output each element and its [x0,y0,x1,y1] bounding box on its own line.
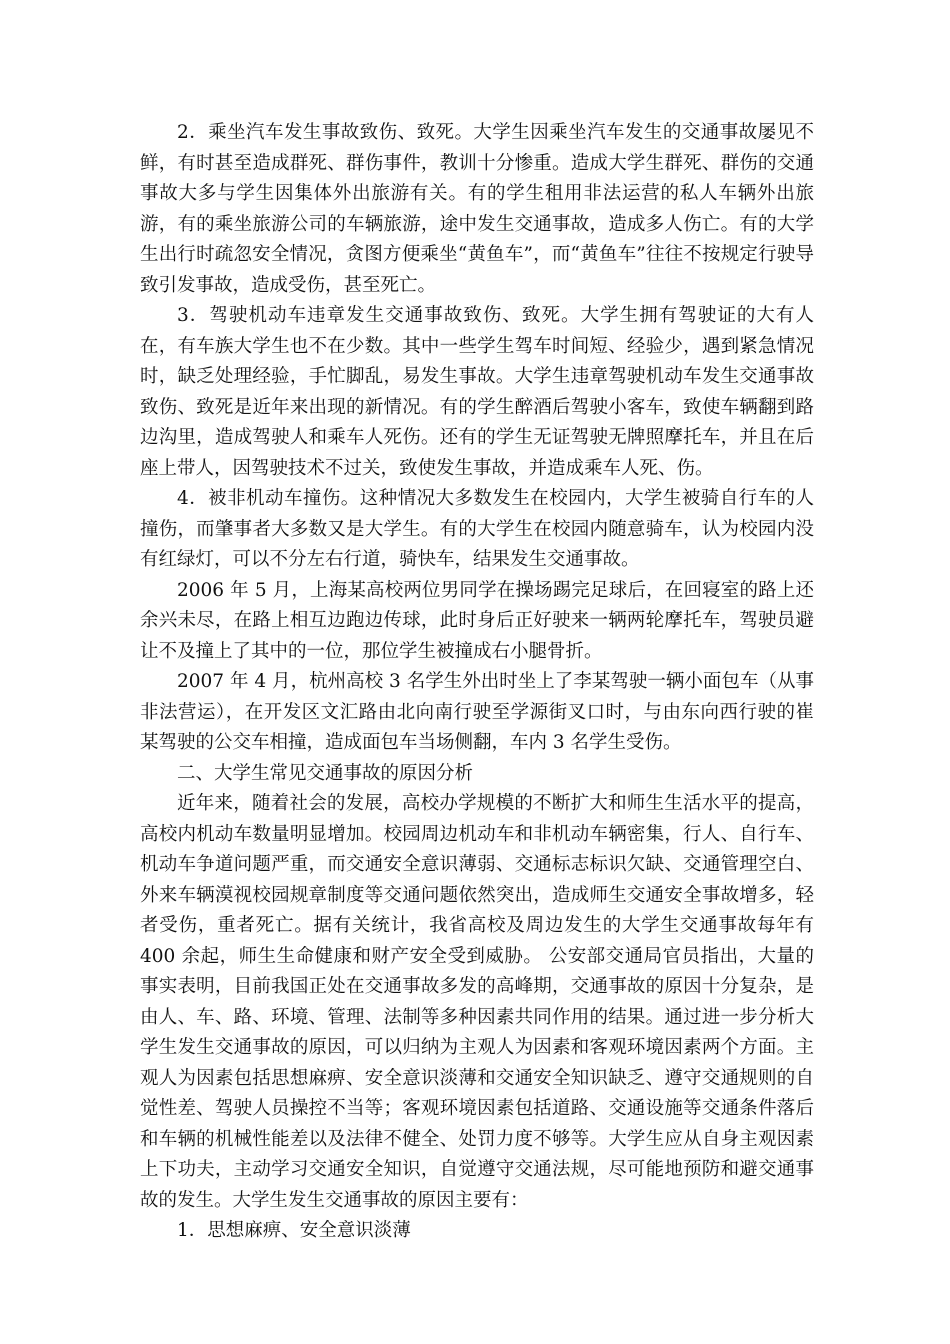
paragraph-cause-analysis: 近年来，随着社会的发展，高校办学规模的不断扩大和师生生活水平的提高，高校内机动车数量明显增加。校园周边机动车和非机动车辆密集，行人、自行车、机动车争道问题严重，而交通安全意识薄弱、交通标志标识欠缺、交通管理空白、外来车辆漠视校园规章制度等交通问题依然突出，造成师生交通安全事故增多，轻者受伤，重者死亡。据有关统计，我省高校及周边发生的大学生交通事故每年有 400 余起，师生生命健康和财产安全受到威胁。 公安部交通局官员指出，大量的事实表明，目前我国正处在交通事故多发的高峰期，交通事故的原因十分复杂，是由人、车、路、环境、管理、法制等多种因素共同作用的结果。通过进一步分析大学生发生交通事故的原因，可以归纳为主观人为因素和客观环境因素两个方面。主观人为因素包括思想麻痹、安全意识淡薄和交通安全知识缺乏、遵守交通规则的自觉性差、驾驶人员操控不当等；客观环境因素包括道路、交通设施等交通条件落后和车辆的机械性能差以及法律不健全、处罚力度不够等。大学生应从自身主观因素上下功夫，主动学习交通安全知识，自觉遵守交通法规，尽可能地预防和避交通事故的发生。大学生发生交通事故的原因主要有： [140,793,814,1211]
paragraph-case-2007: 2007 年 4 月，杭州高校 3 名学生外出时坐上了李某驾驶一辆小面包车（从事非法营运），在开发区文汇路由北向南行驶至学源街叉口时，与由东向西行驶的崔某驾驶的公交车相撞，造成面包车当场侧翻，车内 3 名学生受伤。 [140,671,814,753]
paragraph-driving-violations: 3．驾驶机动车违章发生交通事故致伤、致死。大学生拥有驾驶证的大有人在，有车族大学生也不在少数。其中一些学生驾车时间短、经验少，遇到紧急情况时，缺乏处理经验，手忙脚乱，易发生事故。大学生违章驾驶机动车发生交通事故致伤、致死是近年来出现的新情况。有的学生醉酒后驾驶小客车，致使车辆翻到路边沟里，造成驾驶人和乘车人死伤。还有的学生无证驾驶无牌照摩托车，并且在后座上带人，因驾驶技术不过关，致使发生事故，并造成乘车人死、伤。 [140,305,814,479]
document-page [140,118,814,1247]
paragraph-non-motor-vehicle: 4．被非机动车撞伤。这种情况大多数发生在校园内，大学生被骑自行车的人撞伤，而肇事者大多数又是大学生。有的大学生在校园内随意骑车，认为校园内没有红绿灯，可以不分左右行道，骑快车，结果发生交通事故。 [140,488,814,570]
section-heading: 二、大学生常见交通事故的原因分析 [177,762,474,784]
paragraph-riding-car-accidents: 2．乘坐汽车发生事故致伤、致死。大学生因乘坐汽车发生的交通事故屡见不鲜，有时甚至造成群死、群伤事件，教训十分惨重。造成大学生群死、群伤的交通事故大多与学生因集体外出旅游有关。有的学生租用非法运营的私人车辆外出旅游，有的乘坐旅游公司的车辆旅游，途中发生交通事故，造成多人伤亡。有的大学生出行时疏忽安全情况，贪图方便乘坐“黄鱼车”，而“黄鱼车”往往不按规定行驶导致引发事故，造成受伤，甚至死亡。 [140,122,814,296]
subheading: 1．思想麻痹、安全意识淡薄 [177,1220,411,1241]
paragraph-case-2006: 2006 年 5 月，上海某高校两位男同学在操场踢完足球后，在回寝室的路上还余兴未尽，在路上相互边跑边传球，此时身后正好驶来一辆两轮摩托车，驾驶员避让不及撞上了其中的一位，那位学生被撞成右小腿骨折。 [140,579,814,662]
